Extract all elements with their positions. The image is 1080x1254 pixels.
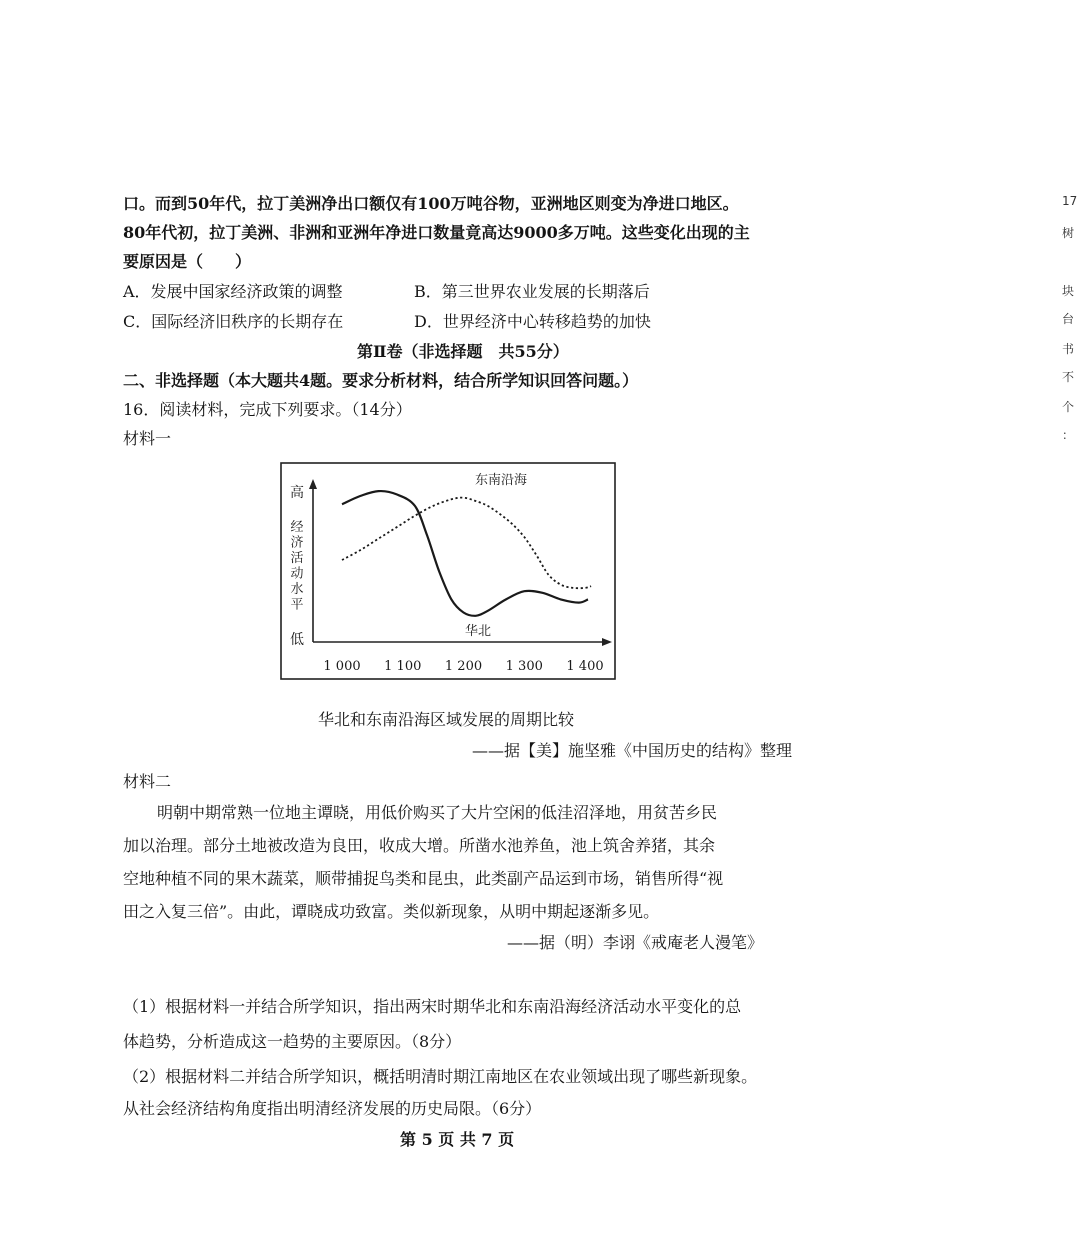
x-axis-arrow — [602, 638, 612, 646]
margin-mark: 树 — [1062, 226, 1075, 240]
question1-line2: 体趋势，分析造成这一趋势的主要原因。（8分） — [123, 1032, 462, 1051]
series-label-dongnan: 东南沿海 — [474, 473, 528, 488]
material1-label: 材料一 — [123, 429, 172, 448]
chart-caption: 华北和东南沿海区域发展的周期比较 — [318, 710, 575, 729]
y-axis-label-char: 济 — [290, 535, 304, 551]
margin-mark: 块 — [1062, 284, 1075, 298]
y-axis-arrow — [309, 479, 317, 489]
x-tick-labels — [323, 659, 603, 674]
q15-option-c: C．国际经济旧秩序的长期存在 — [123, 312, 344, 331]
margin-mark: 17 — [1062, 194, 1078, 208]
part2-title: 第Ⅱ卷（非选择题 共55分） — [357, 342, 569, 361]
chart-series — [342, 491, 591, 616]
q15-option-a: A．发展中国家经济政策的调整 — [123, 282, 343, 301]
material2-label: 材料二 — [123, 772, 172, 791]
y-axis-label-char: 活 — [290, 551, 304, 566]
margin-mark: 个 — [1062, 400, 1075, 414]
q15-option-b: B．第三世界农业发展的长期落后 — [414, 282, 650, 301]
page-footer: 第 5 页 共 7 页 — [400, 1130, 515, 1149]
x-tick-label: 1 300 — [505, 659, 543, 674]
x-tick-label: 1 100 — [384, 659, 422, 674]
margin-mark: ： — [1062, 428, 1075, 442]
q15-text-line1: 口。而到50年代，拉丁美洲净出口额仅有100万吨谷物，亚洲地区则变为净进口地区。 — [123, 194, 739, 213]
y-high-label: 高 — [290, 485, 304, 501]
x-tick-label: 1 000 — [323, 659, 361, 674]
y-axis-label-char: 平 — [290, 597, 304, 613]
question1-line1: （1）根据材料一并结合所学知识，指出两宋时期华北和东南沿海经济活动水平变化的总 — [123, 997, 742, 1016]
question2-line1: （2）根据材料二并结合所学知识，概括明清时期江南地区在农业领域出现了哪些新现象。 — [123, 1067, 758, 1086]
series-line-1 — [342, 498, 591, 589]
x-tick-label: 1 400 — [566, 659, 604, 674]
series-label-huabei: 华北 — [464, 624, 492, 639]
q16-intro: 16．阅读材料，完成下列要求。（14分） — [123, 400, 412, 419]
q15-option-d: D．世界经济中心转移趋势的加快 — [414, 312, 651, 331]
y-axis-label-char: 动 — [290, 566, 304, 582]
q15-text-line3: 要原因是（ ） — [123, 252, 252, 271]
y-axis-label — [290, 520, 303, 613]
economic-activity-chart — [280, 462, 616, 680]
question2-line2: 从社会经济结构角度指出明清经济发展的历史局限。（6分） — [123, 1099, 542, 1118]
y-low-label: 低 — [290, 632, 304, 648]
material2-line4: 田之入复三倍”。由此，谭晓成功致富。类似新现象，从明中期起逐渐多见。 — [123, 902, 660, 921]
section-heading: 二、非选择题（本大题共4题。要求分析材料，结合所学知识回答问题。） — [123, 371, 639, 390]
material2-line1: 明朝中期常熟一位地主谭晓，用低价购买了大片空闲的低洼沼泽地，用贫苦乡民 — [157, 803, 718, 822]
chart-frame — [281, 463, 615, 679]
margin-mark: 台 — [1062, 312, 1075, 326]
series-line-0 — [342, 491, 588, 616]
chart-source: ——据【美】施坚雅《中国历史的结构》整理 — [472, 741, 793, 760]
margin-mark: 书 — [1062, 342, 1075, 356]
q15-text-line2: 80年代初，拉丁美洲、非洲和亚洲年净进口数量竟高达9000多万吨。这些变化出现的主 — [123, 223, 750, 242]
y-axis-label-char: 水 — [290, 582, 304, 597]
margin-mark: 不 — [1062, 370, 1075, 384]
material2-line2: 加以治理。部分土地被改造为良田，收成大增。所凿水池养鱼，池上筑舍养猪，其余 — [123, 836, 716, 855]
y-axis-label-char: 经 — [290, 520, 304, 535]
material2-source: ——据（明）李诩《戒庵老人漫笔》 — [507, 933, 764, 952]
x-tick-label: 1 200 — [444, 659, 483, 674]
material2-line3: 空地种植不同的果木蔬菜，顺带捕捉鸟类和昆虫，此类副产品运到市场，销售所得“视 — [123, 869, 724, 888]
